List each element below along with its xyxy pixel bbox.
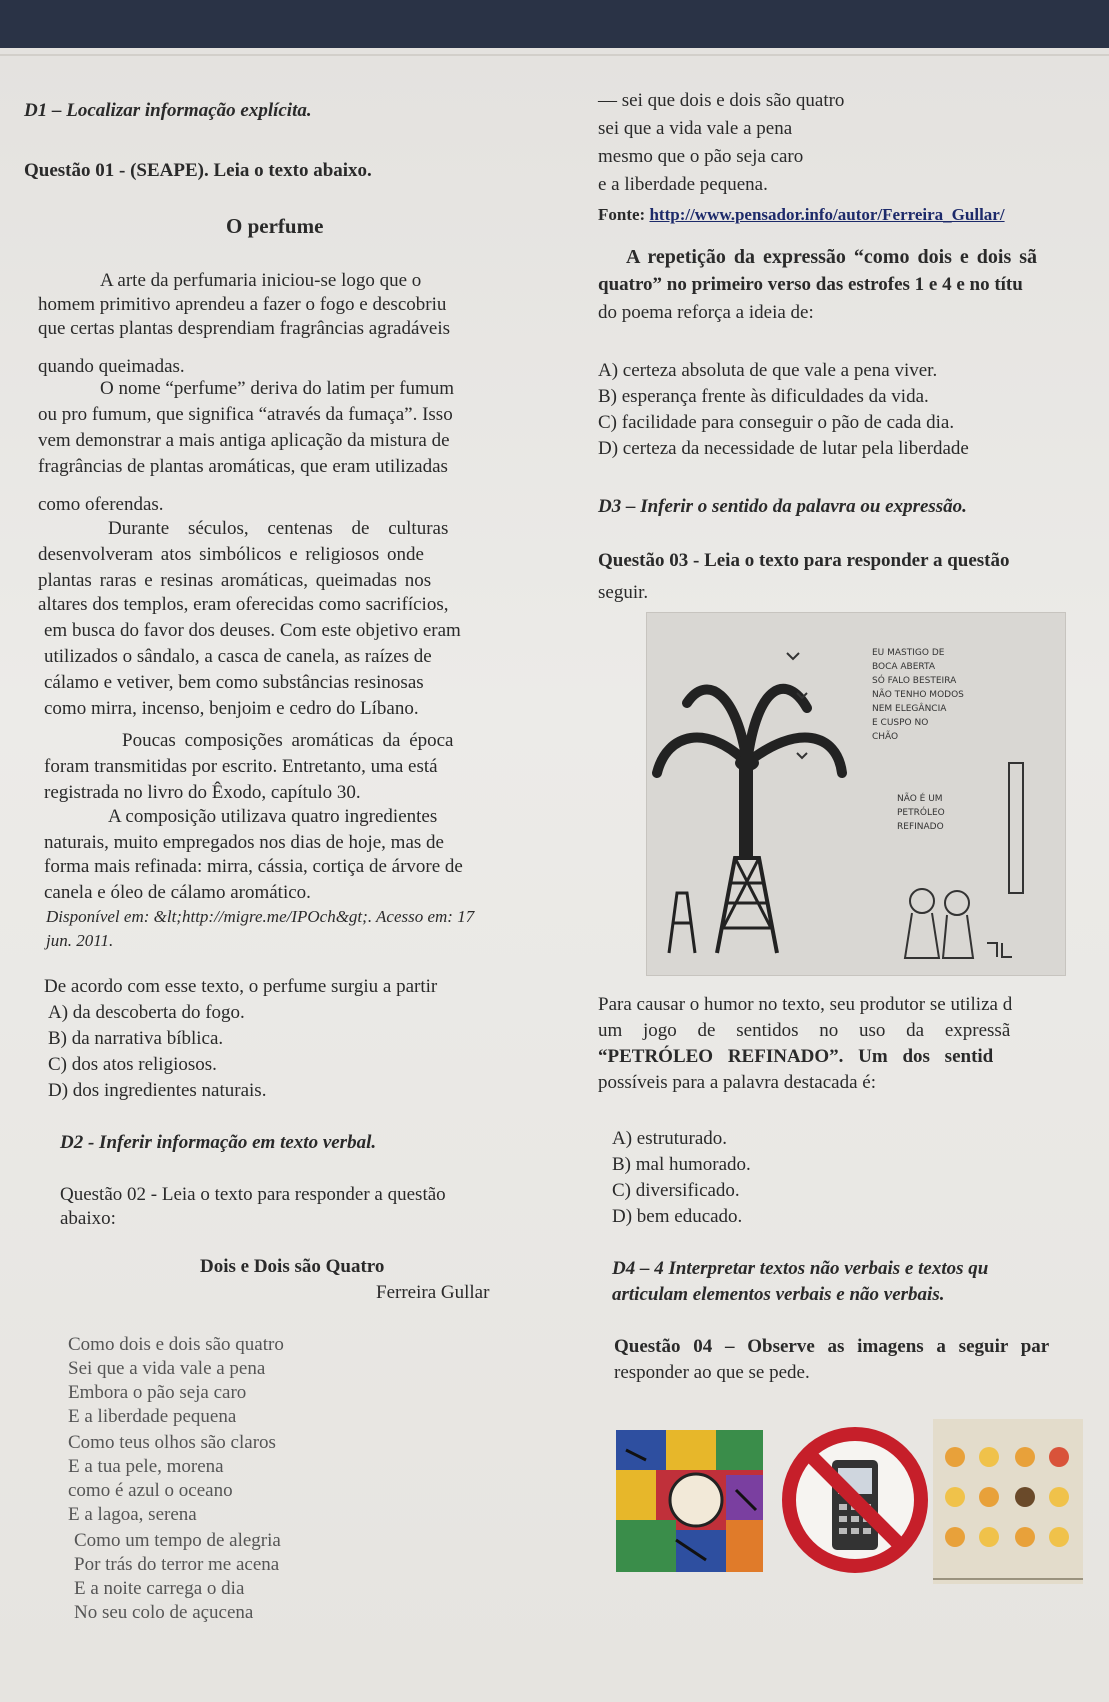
poem-line: Por trás do terror me acena [74, 1554, 280, 1575]
cartoon-speech-line: EU MASTIGO DE [872, 648, 945, 658]
paragraph-line: fragrâncias de plantas aromáticas, que eram utilizadas [38, 456, 448, 477]
question-03-header-text: Questão 03 - Leia o texto para responder a questão [598, 550, 1010, 571]
cartoon-speech-line: BOCA ABERTA [872, 662, 935, 672]
cartoon-speech-line: NEM ELEGÂNCIA [872, 704, 947, 714]
poem-source [598, 204, 1005, 226]
poem-line: Como um tempo de alegria [74, 1530, 281, 1551]
prohibited-cellphone-icon [780, 1420, 930, 1580]
d3-heading: D3 – Inferir o sentido da palavra ou expressão. [598, 496, 967, 517]
cartoon-speech-line: PETRÓLEO [897, 808, 945, 818]
cartoon-speech-line: NÃO TENHO MODOS [872, 690, 964, 700]
d1-heading: D1 – Localizar informação explícita. [24, 100, 312, 121]
paragraph-line: naturais, muito empregados nos dias de hoje, mas de [44, 832, 444, 853]
cartoon-speech-line: REFINADO [897, 822, 944, 832]
question-03-header [598, 550, 1009, 572]
cartoon-speech-line: NÃO É UM [897, 794, 943, 804]
paragraph-line: cálamo e vetiver, bem como substâncias resinosas [44, 672, 424, 693]
question-03-prompt-line: possíveis para a palavra destacada é: [598, 1072, 877, 1093]
prompt-fragment: quatro” no primeiro verso das estrofes 1 e 4 e no títu [598, 274, 1023, 295]
paragraph-line: plantas raras e resinas aromáticas, queimadas nos [38, 570, 432, 591]
question-01-prompt: De acordo com esse texto, o perfume surgiu a partir [44, 976, 438, 997]
question-01-header: Questão 01 - (SEAPE). Leia o texto abaixo. [24, 160, 372, 181]
stanza-line: e a liberdade pequena. [598, 174, 768, 195]
d4-heading: D4 – 4 Interpretar textos não verbais e textos qu [612, 1258, 989, 1279]
question-04-header-cont: responder ao que se pede. [614, 1362, 810, 1383]
poem-author: Ferreira Gullar [376, 1282, 490, 1303]
paragraph-line: que certas plantas desprendiam fragrâncias agradáveis [38, 318, 450, 339]
poem-line: E a liberdade pequena [68, 1406, 237, 1427]
oil-well-cartoon [646, 612, 1066, 976]
question-03-prompt-line: Para causar o humor no texto, seu produtor se utiliza d [598, 994, 1013, 1015]
question-03-option-a[interactable]: A) estruturado. [612, 1128, 728, 1149]
colorful-art-image [616, 1430, 763, 1572]
cartoon-speech-line: E CUSPO NO [872, 718, 929, 728]
question-03-prompt-line: um jogo de sentidos no uso da expressã [598, 1020, 1011, 1041]
text-title: O perfume [226, 214, 324, 238]
poem-line: Sei que a vida vale a pena [68, 1358, 266, 1379]
poem-line: No seu colo de açucena [74, 1602, 254, 1623]
poem-line: E a lagoa, serena [68, 1504, 197, 1525]
emoji-grid-image [933, 1419, 1083, 1584]
question-02-prompt-line: do poema reforça a ideia de: [598, 302, 814, 323]
paragraph-line: vem demonstrar a mais antiga aplicação da mistura de [38, 430, 450, 451]
paragraph-line: canela e óleo de cálamo aromático. [44, 882, 311, 903]
page-fold-line [0, 54, 1109, 56]
poem-title: Dois e Dois são Quatro [200, 1256, 385, 1277]
d2-heading: D2 - Inferir informação em texto verbal. [60, 1132, 377, 1153]
paragraph-line: quando queimadas. [38, 356, 185, 377]
paragraph-line: em busca do favor dos deuses. Com este objetivo eram [44, 620, 461, 641]
question-02-option-c[interactable]: C) facilidade para conseguir o pão de cada dia. [598, 412, 955, 433]
poem-line: Embora o pão seja caro [68, 1382, 247, 1403]
no-phone-sign [780, 1420, 930, 1580]
paragraph-line: ou pro fumum, que significa “através da fumaça”. Isso [38, 404, 453, 425]
poem-line: Como dois e dois são quatro [68, 1334, 284, 1355]
question-02-option-a[interactable]: A) certeza absoluta de que vale a pena viver. [598, 360, 938, 381]
oil-well-drawing [647, 613, 1065, 975]
source-citation-date: jun. 2011. [46, 931, 114, 950]
paragraph-line: utilizados o sândalo, a casca de canela, as raízes de [44, 646, 432, 667]
question-02-header: Questão 02 - Leia o texto para responder a questão [60, 1184, 446, 1205]
poem-line: E a noite carrega o dia [74, 1578, 245, 1599]
paragraph-line: como mirra, incenso, benjoim e cedro do Líbano. [44, 698, 419, 719]
question-03-option-b[interactable]: B) mal humorado. [612, 1154, 751, 1175]
question-02-header-cont: abaixo: [60, 1208, 116, 1229]
mosaic-art-icon [616, 1430, 763, 1572]
question-02-option-d[interactable]: D) certeza da necessidade de lutar pela liberdade [598, 438, 969, 459]
paragraph-line: A arte da perfumaria iniciou-se logo que o [100, 270, 422, 291]
paragraph-line: como oferendas. [38, 494, 164, 515]
stanza-line: — sei que dois e dois são quatro [598, 90, 845, 111]
poem-line: como é azul o oceano [68, 1480, 233, 1501]
source-label: Fonte: [598, 205, 650, 224]
question-01-option-c[interactable]: C) dos atos religiosos. [48, 1054, 217, 1075]
stanza-line: mesmo que o pão seja caro [598, 146, 804, 167]
question-04-header-text: Questão 04 – Observe as imagens a seguir par [614, 1336, 1050, 1357]
prompt-fragment: “PETRÓLEO REFINADO”. Um dos sentid [598, 1046, 994, 1067]
cartoon-speech-line: CHÃO [872, 732, 899, 742]
question-01-option-a[interactable]: A) da descoberta do fogo. [48, 1002, 245, 1023]
question-02-prompt-line [598, 274, 1023, 296]
paragraph-line: forma mais refinada: mirra, cássia, cortiça de árvore de [44, 856, 463, 877]
paragraph-line: A composição utilizava quatro ingredientes [108, 806, 438, 827]
paragraph-line: homem primitivo aprendeu a fazer o fogo e descobriu [38, 294, 447, 315]
question-02-option-b[interactable]: B) esperança frente às dificuldades da vida. [598, 386, 929, 407]
question-04-header [614, 1336, 1049, 1358]
paragraph-line: foram transmitidas por escrito. Entretanto, uma está [44, 756, 438, 777]
question-03-option-d[interactable]: D) bem educado. [612, 1206, 743, 1227]
source-link[interactable]: http://www.pensador.info/autor/Ferreira_Gullar/ [649, 205, 1005, 224]
question-01-option-b[interactable]: B) da narrativa bíblica. [48, 1028, 224, 1049]
question-03-prompt-line [598, 1046, 993, 1068]
source-citation: Disponível em: &lt;http://migre.me/IPOch&gt;. Acesso em: 17 [46, 907, 475, 926]
cartoon-speech-line: SÓ FALO BESTEIRA [872, 676, 957, 686]
paragraph-line: desenvolveram atos simbólicos e religiosos onde [38, 544, 424, 565]
poem-line: E a tua pele, morena [68, 1456, 224, 1477]
question-02-prompt-line: A repetição da expressão “como dois e dois sã [626, 246, 1038, 268]
emoji-stickers-icon [933, 1419, 1083, 1584]
question-03-option-c[interactable]: C) diversificado. [612, 1180, 740, 1201]
paragraph-line: O nome “perfume” deriva do latim per fumum [100, 378, 455, 399]
paragraph-line: registrada no livro do Êxodo, capítulo 30. [44, 782, 361, 803]
question-01-option-d[interactable]: D) dos ingredientes naturais. [48, 1080, 267, 1101]
paragraph-line: altares dos templos, eram oferecidas como sacrifícios, [38, 594, 449, 615]
stanza-line: sei que a vida vale a pena [598, 118, 793, 139]
question-03-header-cont: seguir. [598, 582, 649, 603]
d4-heading-cont: articulam elementos verbais e não verbais. [612, 1284, 945, 1305]
paragraph-line: Durante séculos, centenas de culturas [108, 518, 449, 539]
paragraph-line: Poucas composições aromáticas da época [122, 730, 454, 751]
poem-line: Como teus olhos são claros [68, 1432, 276, 1453]
